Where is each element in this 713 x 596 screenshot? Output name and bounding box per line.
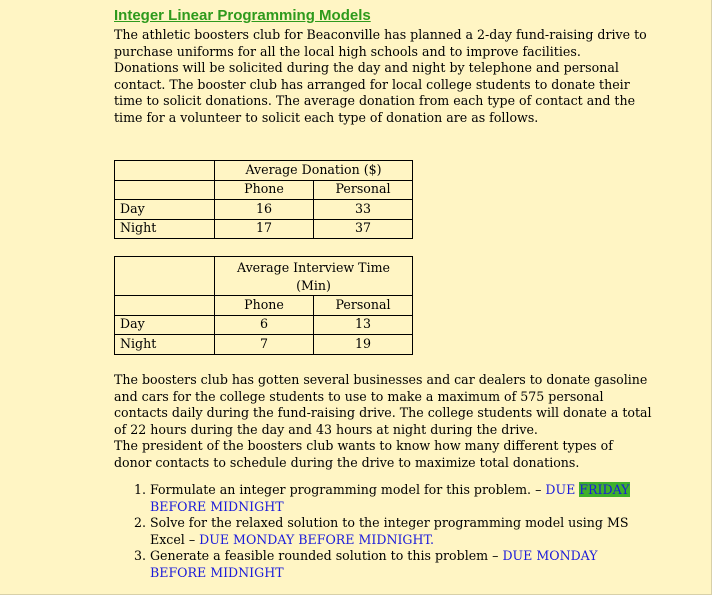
document-content [114, 6, 654, 580]
interview-table-title: Average Interview Time (Min) [236, 259, 391, 293]
row-label-night: Night [115, 219, 215, 239]
list-item [150, 515, 650, 548]
donation-table [114, 160, 413, 239]
row-label-night: Night [115, 335, 215, 355]
table-row [115, 219, 413, 239]
column-header-phone: Phone [215, 180, 314, 200]
interview-time-table [114, 256, 413, 355]
due-highlight: FRIDAY [579, 482, 630, 497]
cell-night-phone: 7 [215, 335, 314, 355]
cell-day-phone: 16 [215, 200, 314, 220]
donation-table-title: Average Donation ($) [215, 161, 413, 181]
table-corner-cell [115, 257, 215, 296]
column-header-phone: Phone [215, 296, 314, 316]
resources-paragraph: The boosters club has gotten several businesses and car dealers to donate gasoline and cars for the college students to use to make a maximum of 575 personal contacts daily during the fund-raising drive. The college students will donate a total of 22 hours during the day and 43 hours at night during the drive. [114, 372, 652, 437]
due-label: DUE MONDAY BEFORE MIDNIGHT [150, 548, 598, 580]
page-title: Integer Linear Programming Models [114, 7, 371, 24]
list-item [150, 548, 650, 581]
row-label-day: Day [115, 315, 215, 335]
table-blank-cell [115, 296, 215, 316]
table-row [115, 200, 413, 220]
task-text: Formulate an integer programming model for this problem. – [150, 482, 546, 497]
problem-details [114, 372, 654, 472]
list-item [150, 482, 650, 515]
table-corner-cell [115, 161, 215, 181]
task-list [114, 482, 650, 582]
row-label-day: Day [115, 200, 215, 220]
table-blank-cell [115, 180, 215, 200]
task-text: Generate a feasible rounded solution to this problem – [150, 548, 503, 564]
task-text: Solve for the relaxed solution to the integer programming model using MS Excel – [150, 515, 629, 547]
due-label: DUE MONDAY BEFORE MIDNIGHT. [199, 531, 435, 547]
table-row [115, 335, 413, 355]
objective-paragraph: The president of the boosters club wants to know how many different types of donor contacts to schedule during the drive to maximize total donations. [114, 438, 613, 470]
column-header-personal: Personal [314, 296, 413, 316]
interview-table-title-cell [215, 257, 413, 296]
cell-night-phone: 17 [215, 219, 314, 239]
due-label: BEFORE MIDNIGHT [150, 498, 284, 514]
cell-night-personal: 19 [314, 335, 413, 355]
cell-day-personal: 13 [314, 315, 413, 335]
due-label: DUE [545, 482, 580, 497]
column-header-personal: Personal [314, 180, 413, 200]
intro-paragraph: The athletic boosters club for Beaconville has planned a 2-day fund-raising drive to purchase uniforms for all the local high schools and to improve facilities. Donations will be solicited during the day and night by telephone and personal contact. The booster club has arranged for local college students to donate their time to solicit donations. The average donation from each type of contact and the time for a volunteer to solicit each type of donation are as follows. [114, 27, 647, 125]
cell-day-phone: 6 [215, 315, 314, 335]
table-row [115, 315, 413, 335]
cell-night-personal: 37 [314, 219, 413, 239]
cell-day-personal: 33 [314, 200, 413, 220]
